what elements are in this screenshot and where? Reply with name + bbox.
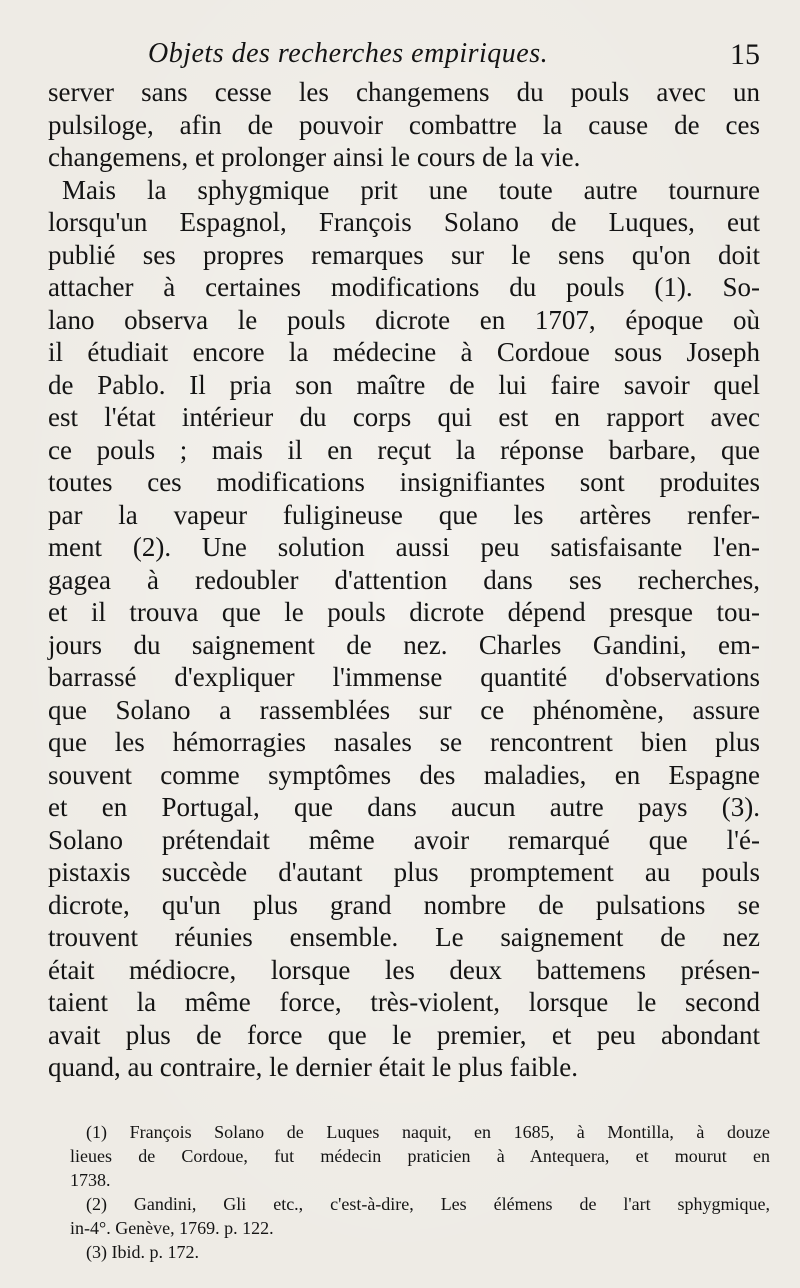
text-line: souvent comme symptômes des maladies, en Espagne: [48, 759, 760, 790]
text-line: jours du saignement de nez. Charles Gandini, em-: [48, 629, 760, 660]
text-line: attacher à certaines modifications du pouls (1). So-: [48, 272, 760, 302]
text-line: lorsqu'un Espagnol, François Solano de Luques, eut: [48, 207, 760, 237]
text-line: trouvent réunies ensemble. Le saignement de nez: [48, 922, 760, 952]
text-line: était médiocre, lorsque les deux battemens présen-: [48, 954, 760, 985]
text-line: quand, au contraire, le dernier était le plus faible.: [48, 1052, 579, 1082]
text-line: que Solano a rassemblées sur ce phénomène, assure: [48, 694, 760, 725]
text-line: publié ses propres remarques sur le sens qu'on doit: [48, 239, 760, 270]
footnote-line: 1738.: [70, 1170, 111, 1190]
footnote-line: in-4°. Genève, 1769. p. 122.: [70, 1218, 274, 1238]
running-title: Objets des recherches empiriques.: [148, 38, 549, 69]
text-line: ce pouls ; mais il en reçut la réponse barbare, que: [48, 434, 760, 465]
text-line: pistaxis succède d'autant plus promptement au pouls: [48, 857, 760, 887]
footnote-line: (2) Gandini, Gli etc., c'est-à-dire, Les élémens de l'art sphygmique,: [86, 1194, 770, 1214]
text-line: changemens, et prolonger ainsi le cours de la vie.: [48, 142, 581, 172]
text-line: et en Portugal, que dans aucun autre pays (3).: [48, 792, 760, 822]
text-line: gagea à redoubler d'attention dans ses recherches,: [48, 564, 760, 595]
text-line: server sans cesse les changemens du pouls avec un: [48, 77, 760, 107]
text-line: dicrote, qu'un plus grand nombre de pulsations se: [48, 889, 760, 920]
text-line: par la vapeur fuligineuse que les artères renfer-: [48, 499, 760, 530]
text-line: toutes ces modifications insignifiantes sont produites: [48, 467, 760, 497]
text-line: pulsiloge, afin de pouvoir combattre la cause de ces: [48, 109, 760, 140]
footnote-line: lieues de Cordoue, fut médecin praticien à Antequera, et mourut en: [70, 1146, 770, 1166]
footnotes: [70, 1120, 770, 1264]
text-line: Solano prétendait même avoir remarqué que l'é-: [48, 824, 760, 855]
text-line: il étudiait encore la médecine à Cordoue sous Joseph: [48, 337, 760, 367]
text-line: est l'état intérieur du corps qui est en rapport avec: [48, 402, 760, 432]
text-line: que les hémorragies nasales se rencontrent bien plus: [48, 727, 760, 757]
page-number: 15: [730, 38, 760, 71]
footnote-line: (3) Ibid. p. 172.: [86, 1242, 199, 1262]
text-line: et il trouva que le pouls dicrote dépend presque tou-: [48, 597, 760, 627]
text-line: avait plus de force que le premier, et peu abondant: [48, 1019, 760, 1050]
text-line: Mais la sphygmique prit une toute autre tournure: [62, 174, 760, 205]
running-head: [60, 38, 760, 78]
text-line: ment (2). Une solution aussi peu satisfaisante l'en-: [48, 532, 760, 562]
body-text: [48, 76, 760, 1084]
text-line: barrassé d'expliquer l'immense quantité d'observations: [48, 662, 760, 692]
footnote-line: (1) François Solano de Luques naquit, en 1685, à Montilla, à douze: [86, 1122, 770, 1142]
text-line: de Pablo. Il pria son maître de lui faire savoir quel: [48, 369, 760, 400]
text-line: lano observa le pouls dicrote en 1707, époque où: [48, 304, 760, 335]
text-line: taient la même force, très-violent, lorsque le second: [48, 987, 760, 1017]
